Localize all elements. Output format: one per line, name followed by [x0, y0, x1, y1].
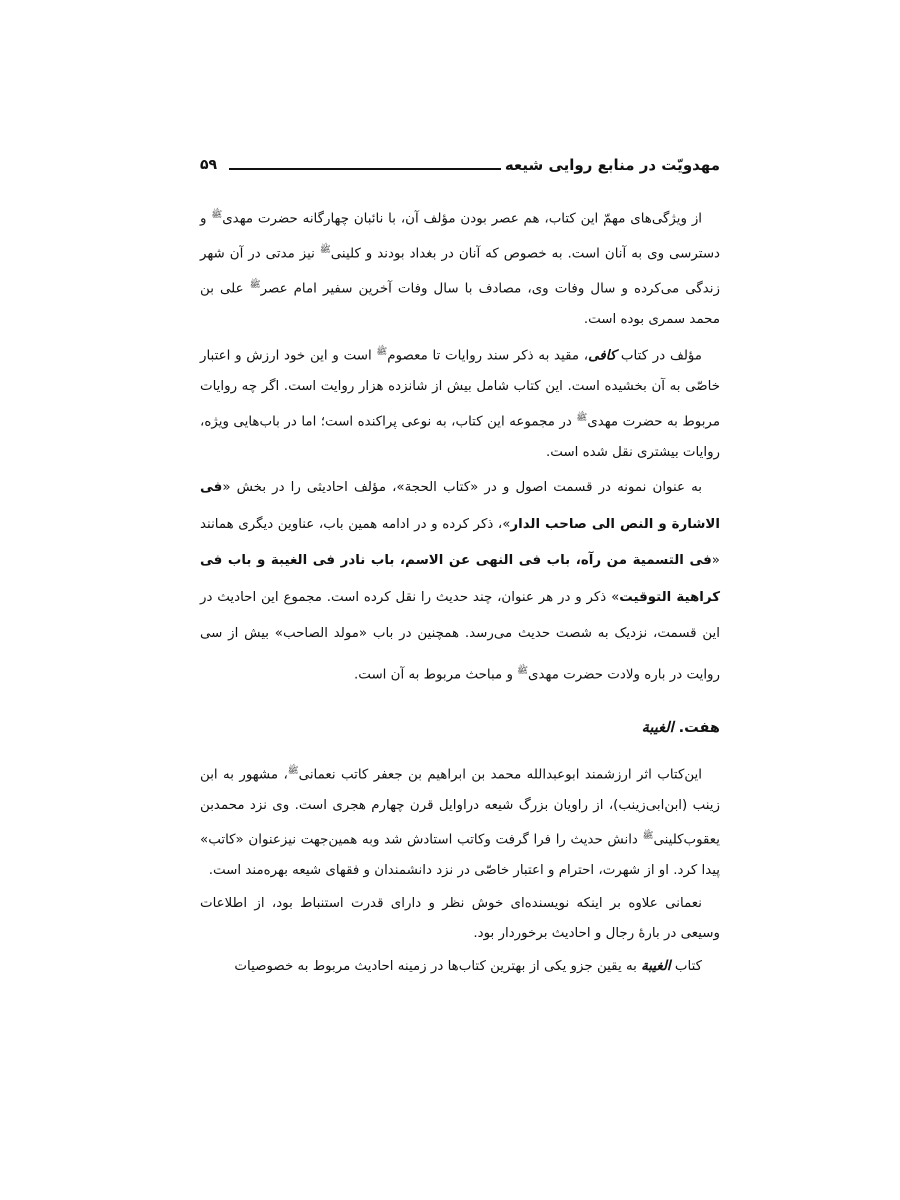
section-heading-prefix: هفت. [673, 719, 720, 736]
honorific-mark: ﷺ [211, 210, 223, 220]
text-run: علی بن محمد سمری بوده است. [200, 281, 720, 327]
text-run: به عنوان نمونه در قسمت اصول و در «کتاب الحجة»، مؤلف احادیثی را در بخش « [222, 480, 702, 496]
section-heading-title: الغیبة [641, 719, 674, 736]
text-run: کتاب [670, 958, 702, 974]
paragraph-1 [200, 200, 720, 335]
text-run: ، مشهور به ابن زینب (ابن‌ابی‌زینب)، از راویان بزرگ شیعه دراوایل قرن چهارم هجری است. وی نزد محمدبن یعقوب‌کلینی [200, 767, 720, 848]
text-run: مؤلف در کتاب [616, 348, 702, 364]
honorific-mark: ﷺ [642, 831, 654, 842]
paragraph-2 [200, 337, 720, 468]
section-heading [200, 716, 720, 740]
paragraph-4 [200, 756, 720, 887]
bold-chapter-titles: فی التسمیة من رآه، باب فی النهی عن الاسم، باب نادر فی الغیبة و باب فی کراهیة التوقیت [200, 553, 720, 605]
text-run: »، ذکر کرده و در ادامه همین باب، عناوین دیگری همانند « [200, 516, 720, 569]
text-run: دانش حدیث را فرا گرفت وکاتب استادش شد وبه همین‌جهت نیزعنوان «کاتب» پیدا کرد. او از شهرت، احترام و اعتبار خاصّی در نزد دانشمندان و فقهای شیعه بهره‌مند است. [200, 832, 720, 879]
bold-chapter-title: فی الاشارة و النص الی صاحب الدار [200, 480, 720, 532]
body-text [200, 200, 720, 982]
honorific-mark: ﷺ [517, 665, 529, 676]
text-run: » ذکر و در هر عنوان، چند حدیث را نقل کرده است. مجموع این احادیث در این قسمت، نزدیک به شصت حدیث می‌رسد. همچنین در باب «مولد الصاحب» بیش از سی روایت در باره ولادت حضرت مهدی [200, 589, 720, 683]
paragraph-3 [200, 470, 720, 693]
text-run: ، مقید به ذکر سند روایات تا معصوم [387, 348, 589, 364]
honorific-mark: ﷺ [287, 765, 299, 776]
text-run: نیز مدتی در آن شهر زندگی می‌کرده و سال وفات وی، مصادف با سال وفات آخرین سفیر امام عصر [200, 246, 720, 297]
honorific-mark: ﷺ [376, 347, 388, 358]
text-run: نعمانی علاوه بر اینکه نویسنده‌ای خوش نظر و دارای قدرت استنباط بود، از اطلاعات وسیعی در بارهٔ رجال و احادیث برخوردار بود. [200, 895, 720, 942]
running-title: مهدویّت در منابع روایی شیعه [504, 156, 720, 174]
text-run: از ویژگی‌های مهمّ این کتاب، هم عصر بودن مؤلف آن، با نائبان چهارگانه حضرت مهدی [222, 211, 702, 227]
book-title-ghaybah: الغیبة [641, 958, 671, 974]
header-rule [229, 168, 501, 170]
text-run: به یقین جزو یکی از بهترین کتاب‌ها در زمینه احادیث مربوط به خصوصیات [234, 958, 642, 974]
honorific-mark: ﷺ [319, 244, 331, 255]
text-run: و مباحث مربوط به آن است. [354, 667, 518, 683]
honorific-mark: ﷺ [576, 412, 588, 423]
text-run: در مجموعه این کتاب، به نوعی پراکنده است؛ اما در باب‌هایی ویژه، روایات بیشتری نقل شده است. [200, 414, 720, 460]
running-header [200, 152, 720, 178]
text-run: و دسترسی وی به آنان است. به خصوص که آنان در بغداد بودند و کلینی [200, 211, 721, 262]
page-number: ۵۹ [200, 157, 218, 173]
text-run: است و این خود ارزش و اعتبار خاصّی به آن بخشیده است. این کتاب شامل بیش از شانزده هزار روایت است. اگر چه روایات مربوط به حضرت مهدی [200, 348, 720, 430]
honorific-mark: ﷺ [249, 279, 261, 290]
paragraph-5 [200, 889, 720, 950]
paragraph-6 [200, 952, 720, 983]
text-run: این‌کتاب اثر ارزشمند ابوعبدالله محمد بن ابراهیم بن جعفر کاتب نعمانی [298, 767, 702, 783]
book-title-kafi: کافی [588, 348, 617, 364]
